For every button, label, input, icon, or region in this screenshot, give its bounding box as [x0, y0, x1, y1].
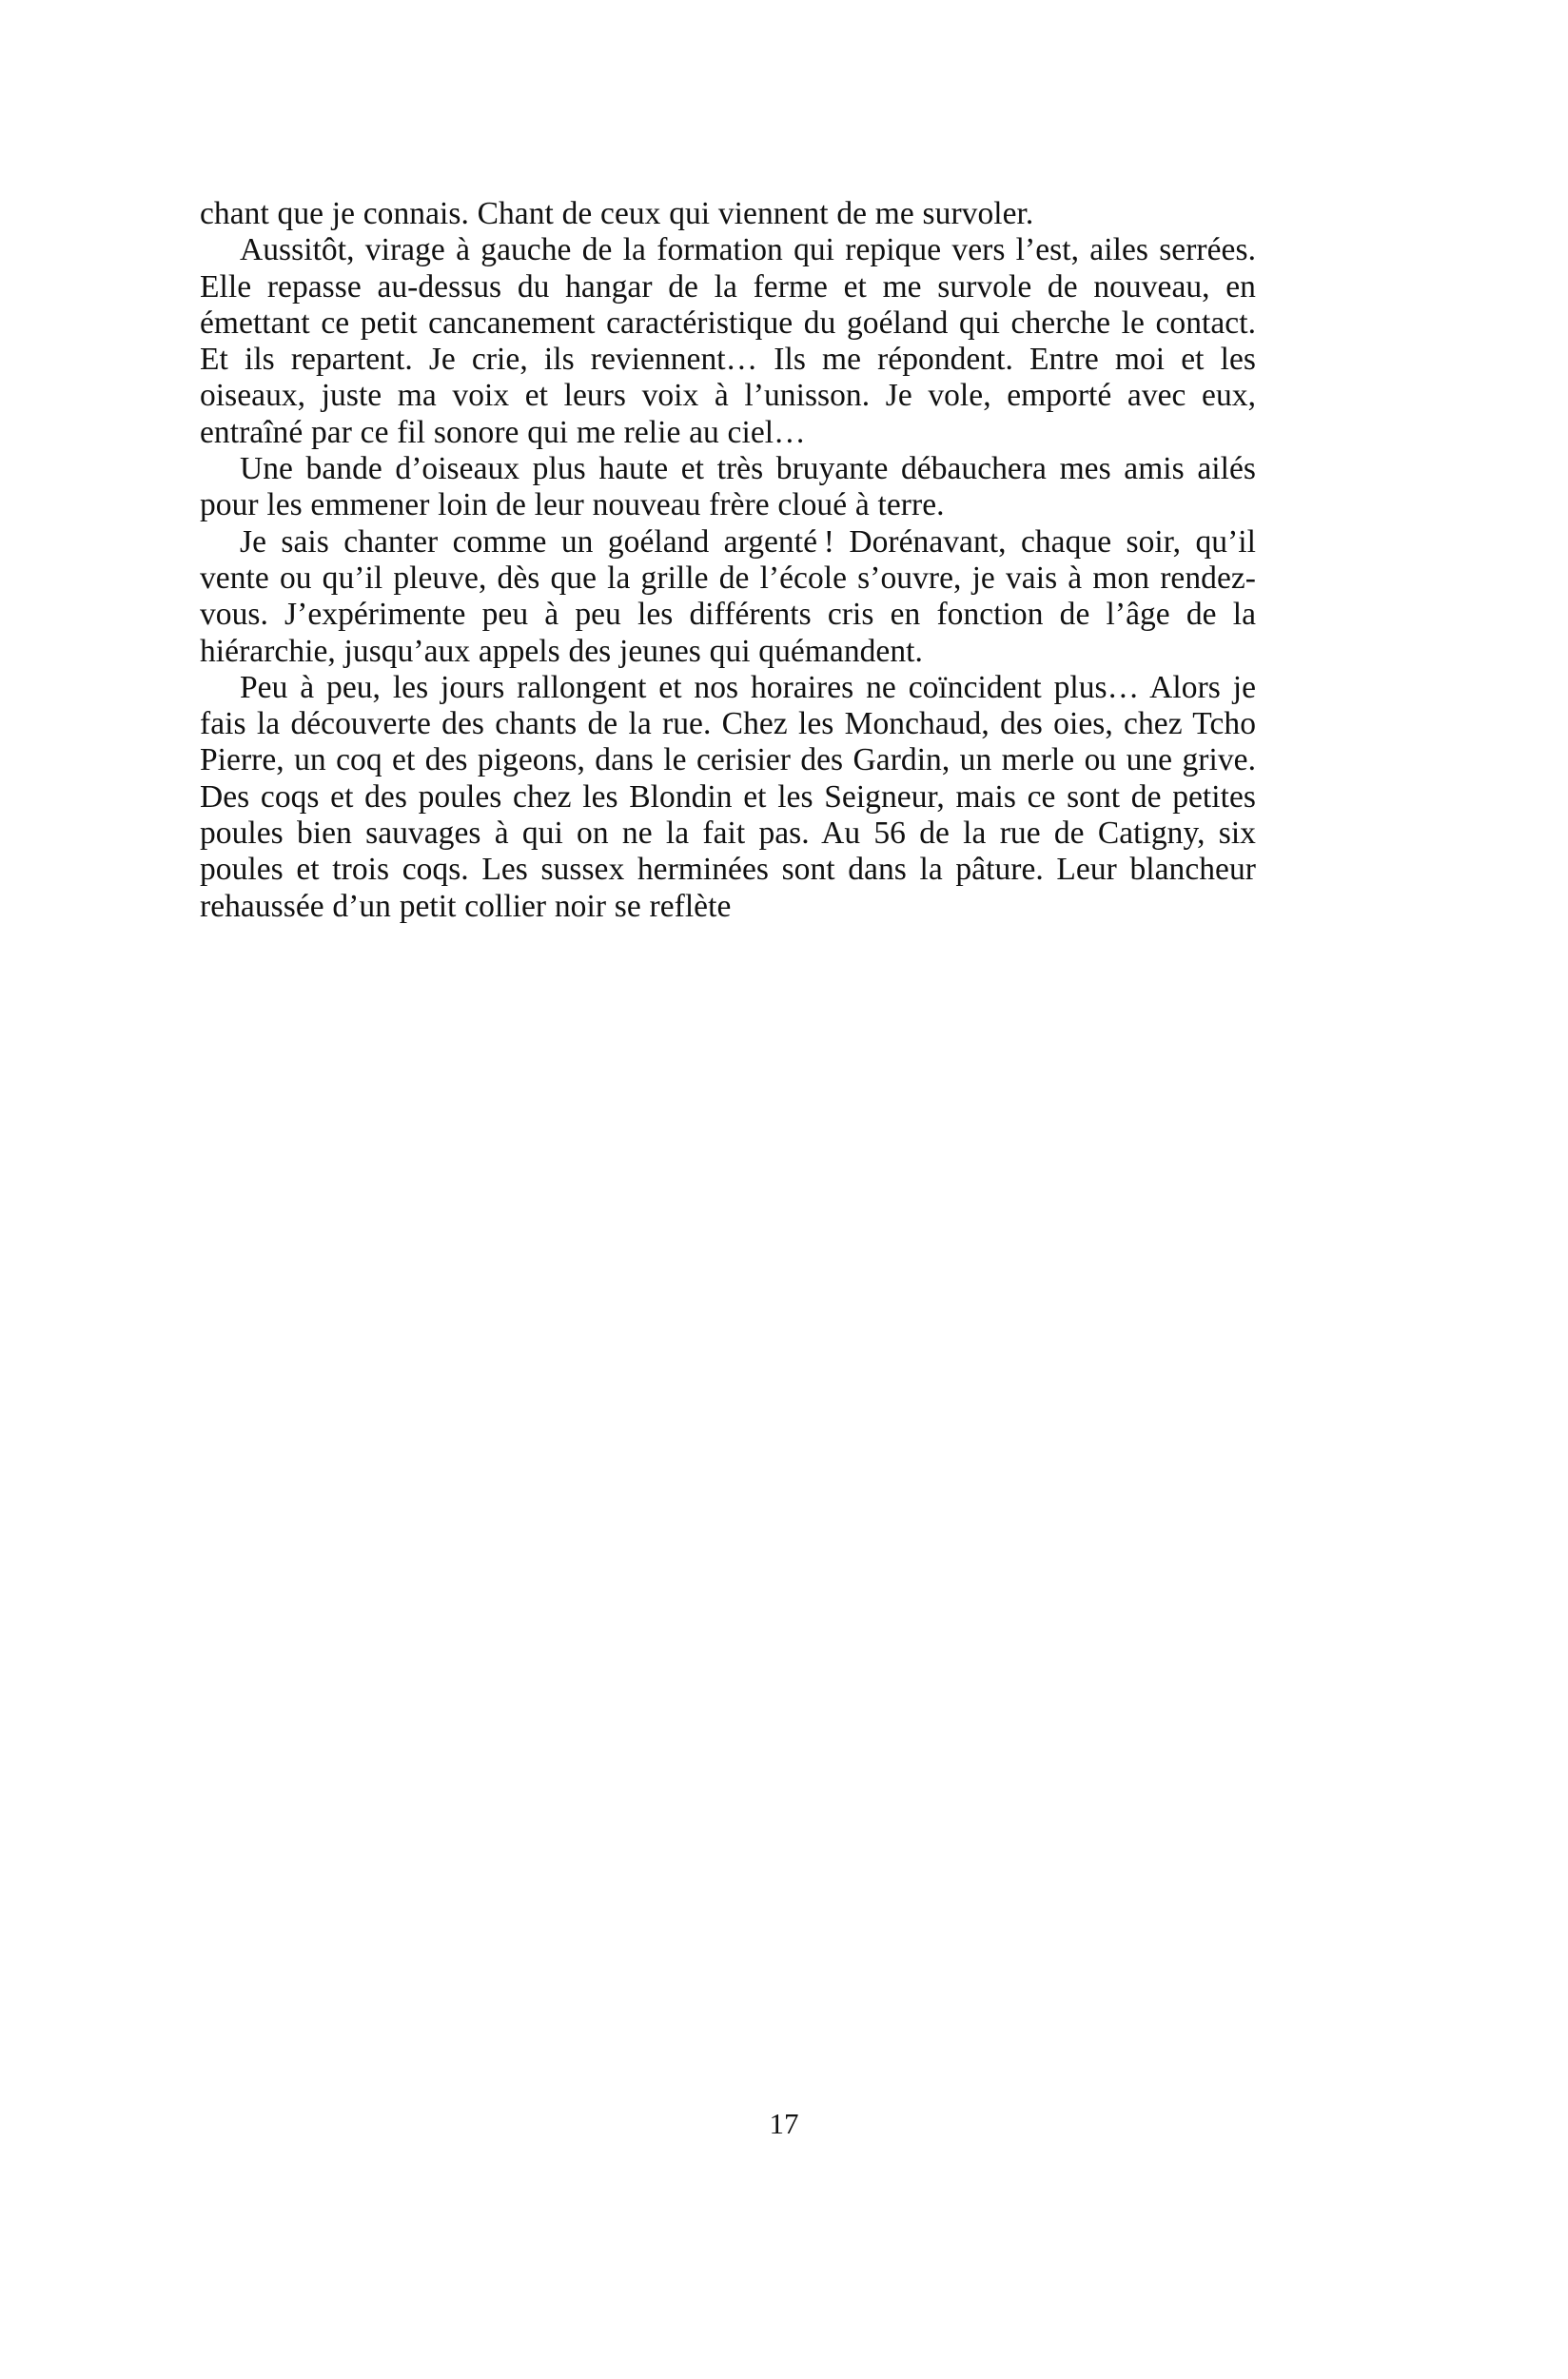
paragraph-je-sais-chanter: Je sais chanter comme un goéland argenté ! Dorénavant, chaque soir, qu’il vente ou qu’il pleuve, dès que la grille de l’école s’ouvre, je vais à mon rendez-vous. J’expérimente peu à peu les différents cris en fonction de l’âge de la hiérarchie, jusqu’aux appels des jeunes qui quémandent.	[200, 523, 1256, 669]
paragraph-une-bande: Une bande d’oiseaux plus haute et très bruyante débauchera mes amis ailés pour les emmener loin de leur nouveau frère cloué à terre.	[200, 451, 1256, 523]
paragraph-peu-a-peu: Peu à peu, les jours rallongent et nos horaires ne coïncident plus… Alors je fais la découverte des chants de la rue. Chez les Monchaud, des oies, chez Tcho Pierre, un coq et des pigeons, dans le cerisier des Gardin, un merle ou une grive. Des coqs et des poules chez les Blondin et les Seigneur, mais ce sont de petites poules bien sauvages à qui on ne la fait pas. Au 56 de la rue de Catigny, six poules et trois coqs. Les sussex herminées sont dans la pâture. Leur blancheur rehaussée d’un petit collier noir se reflète	[200, 669, 1256, 924]
page-number: 17	[769, 2107, 799, 2140]
paragraph-continuation: chant que je connais. Chant de ceux qui viennent de me survoler.	[200, 196, 1034, 231]
paragraph-aussitot: Aussitôt, virage à gauche de la formation qui repique vers l’est, ailes serrées. Elle repasse au-dessus du hangar de la ferme et me survole de nouveau, en émettant ce petit cancanement caractéristique du goéland qui cherche le contact. Et ils repartent. Je crie, ils reviennent… Ils me répondent. Entre moi et les oiseaux, juste ma voix et leurs voix à l’unisson. Je vole, emporté avec eux, entraîné par ce fil sonore qui me relie au ciel…	[200, 232, 1256, 450]
page-text-column	[200, 196, 1256, 925]
